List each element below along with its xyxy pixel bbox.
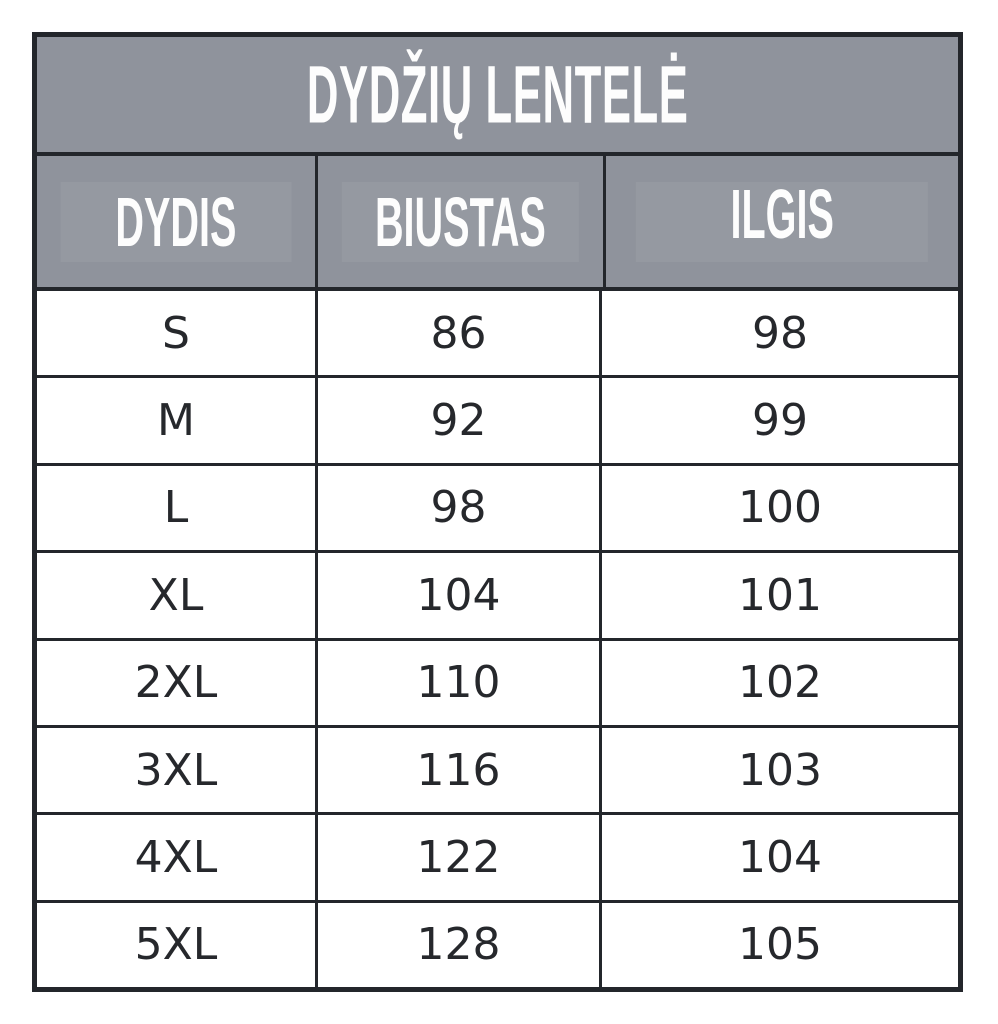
length-cell: 98 (752, 307, 808, 359)
bust-cell: 122 (318, 815, 602, 899)
column-header-size (37, 156, 318, 287)
table-title: DYDŽIŲ LENTELĖ (306, 47, 689, 141)
bust-cell: 128 (318, 903, 602, 987)
size-cell: 5XL (37, 903, 318, 987)
column-header-bust-label: BIUSTAS (374, 182, 546, 261)
table-row (37, 728, 958, 815)
length-cell: 100 (738, 482, 822, 534)
size-chart-table (32, 32, 963, 992)
length-cell: 102 (738, 657, 822, 709)
column-header-size-label: DYDIS (115, 182, 237, 261)
table-row (37, 291, 958, 378)
length-cell: 99 (752, 395, 808, 447)
column-header-bust (318, 156, 606, 287)
size-cell: M (37, 378, 318, 462)
column-header-length-label: ILGIS (730, 174, 834, 253)
table-row (37, 903, 958, 987)
size-cell: 4XL (37, 815, 318, 899)
bust-cell: 92 (318, 378, 602, 462)
bust-cell: 98 (318, 466, 602, 550)
table-title-row (37, 37, 958, 156)
size-cell: L (37, 466, 318, 550)
bust-cell: 116 (318, 728, 602, 812)
length-cell: 105 (738, 919, 822, 971)
table-row (37, 553, 958, 640)
size-cell: S (37, 291, 318, 375)
length-cell: 101 (738, 569, 822, 621)
table-row (37, 815, 958, 902)
table-body (37, 291, 958, 987)
table-row (37, 466, 958, 553)
table-row (37, 378, 958, 465)
size-cell: XL (37, 553, 318, 637)
table-row (37, 641, 958, 728)
length-cell: 103 (738, 744, 822, 796)
bust-cell: 104 (318, 553, 602, 637)
bust-cell: 86 (318, 291, 602, 375)
column-header-length (606, 156, 958, 287)
size-cell: 3XL (37, 728, 318, 812)
length-cell: 104 (738, 831, 822, 883)
table-header-row (37, 156, 958, 291)
bust-cell: 110 (318, 641, 602, 725)
size-cell: 2XL (37, 641, 318, 725)
